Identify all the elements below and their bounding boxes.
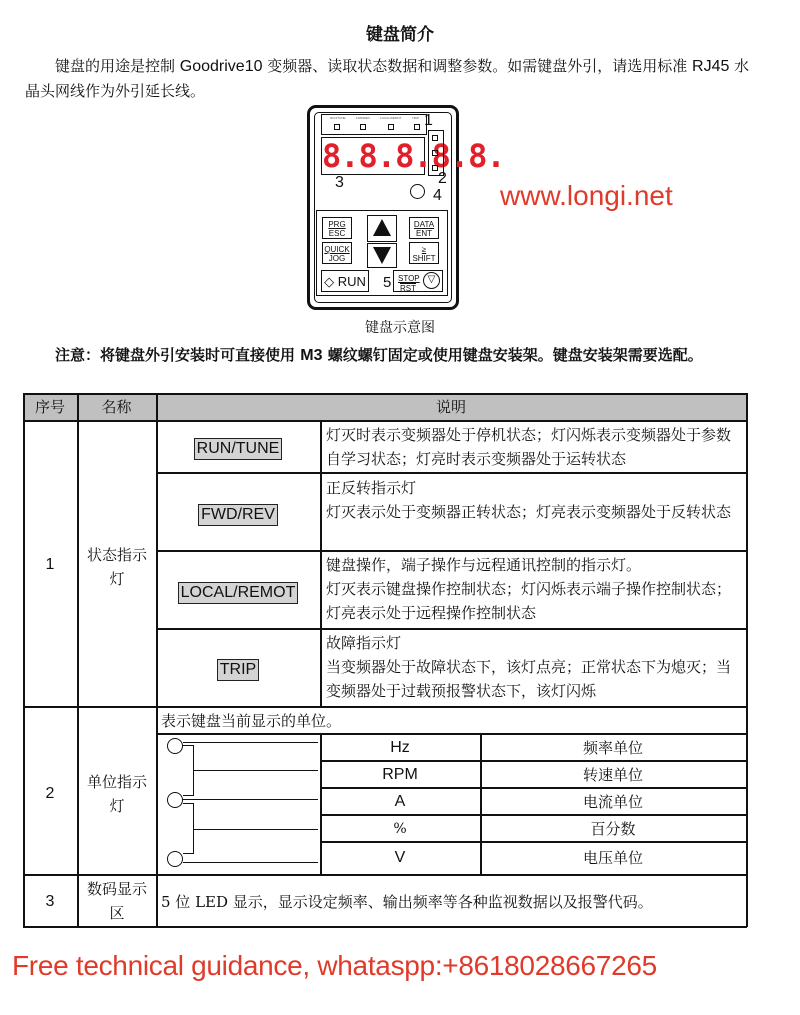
indicator-desc-title: 正反转指示灯 [326, 479, 417, 497]
header-desc: 说明 [435, 398, 466, 416]
prg-esc-key [322, 217, 352, 239]
row-no: 2 [45, 785, 55, 802]
led-display-desc: 5 位 LED 显示，显示设定频率、输出频率等各种监视数据以及报警代码。 [161, 893, 653, 911]
row-name: 单位指示灯 [86, 773, 147, 815]
callout-4: 4 [433, 187, 442, 204]
indicator-led [334, 124, 340, 130]
unit-desc: 转速单位 [582, 766, 643, 784]
key-label: RST [400, 284, 416, 293]
note-paragraph [25, 344, 750, 367]
indicator-tag: LOCAL/REMOT [178, 582, 299, 604]
key-label: JOG [328, 254, 346, 263]
row-name: 数码显示区 [86, 880, 147, 922]
key-label: ENT [416, 229, 432, 238]
key-label: PRG [328, 220, 346, 229]
key-label: STOP [398, 274, 420, 283]
row-name: 状态指示灯 [86, 546, 147, 588]
indicator-led [414, 124, 420, 130]
led-display: 8.8.8.8.8. [322, 137, 505, 175]
page-title: 键盘简介 [366, 25, 434, 45]
key-label: RUN [337, 274, 366, 289]
data-ent-key [409, 217, 439, 239]
intro-text-1: 键盘的用途是控制 [55, 57, 180, 75]
unit-led-circle [167, 851, 183, 867]
indicator-desc [326, 476, 744, 524]
intro-text-3: 水晶头网线作为外引延长线。 [25, 57, 750, 100]
indicator-label: TRIP [412, 116, 419, 120]
key-label: DATA [413, 220, 435, 229]
indicator-desc [326, 553, 744, 625]
callout-2: 2 [438, 170, 447, 187]
unit-led [432, 150, 438, 156]
indicator-desc-body: 灯灭表示键盘操作控制状态；灯闪烁表示端子操作控制状态；灯亮表示处于远程操作控制状态 [326, 580, 732, 622]
unit-desc: 频率单位 [582, 739, 643, 757]
indicator-tag: RUN/TUNE [194, 438, 283, 460]
indicator-desc [326, 631, 744, 703]
indicator-tag: TRIP [217, 659, 259, 681]
indicator-label: FWD/REV [356, 116, 370, 120]
key-label: SHIFT [412, 254, 436, 263]
indicator-desc-title: 键盘操作，端子操作与远程通讯控制的指示灯。 [326, 556, 642, 574]
unit-symbol: Hz [390, 739, 410, 756]
callout-5: 5 [383, 274, 392, 291]
indicator-desc: 灯灭时表示变频器处于停机状态；灯闪烁表示变频器处于参数自学习状态；灯亮时表示变频器处于运转状态 [326, 426, 732, 468]
key-label: ESC [328, 229, 346, 238]
header-no: 序号 [34, 398, 65, 416]
header-name: 名称 [101, 398, 132, 416]
unit-intro: 表示键盘当前显示的单位。 [161, 712, 342, 730]
unit-led-circle [167, 792, 183, 808]
key-label: QUICK [324, 245, 350, 254]
note-text-2: 螺纹螺钉固定或使用键盘安装架。键盘安装架需要选配。 [322, 346, 703, 364]
indicator-desc-body: 当变频器处于故障状态下，该灯点亮；正常状态下为熄灭；当变频器处于过载预报警状态下，该灯闪烁 [326, 658, 732, 700]
note-text-1: 注意：将键盘外引安装时可直接使用 [55, 346, 301, 364]
figure-caption: 键盘示意图 [365, 320, 435, 336]
unit-symbol: % [393, 821, 407, 837]
product-name: Goodrive10 [179, 58, 263, 75]
quick-jog-key [322, 242, 352, 264]
arrow-up-icon [373, 219, 391, 236]
run-key [321, 270, 369, 292]
indicator-tag: FWD/REV [198, 504, 278, 526]
unit-desc: 电压单位 [582, 849, 643, 867]
watermark-contact: Free technical guidance, whataspp:+8618028667265 [12, 950, 657, 981]
stop-icon: ▽ [423, 272, 440, 289]
unit-desc: 电流单位 [582, 793, 643, 811]
unit-symbol: V [394, 849, 406, 866]
unit-desc: 百分数 [590, 820, 636, 838]
up-key [367, 215, 397, 242]
shift-key [409, 242, 439, 264]
table-row [156, 502, 320, 526]
indicator-led [388, 124, 394, 130]
stop-rst-key [393, 270, 443, 292]
table-row [156, 580, 320, 604]
keypad-buttons-area [316, 210, 448, 296]
intro-paragraph [25, 54, 750, 103]
row-no: 3 [45, 893, 55, 910]
indicator-led [360, 124, 366, 130]
screw-spec: M3 [300, 347, 323, 364]
indicator-label: RUN/TUNE [330, 116, 346, 120]
shift-icon: ≥ [421, 245, 427, 254]
connector-name: RJ45 [692, 58, 730, 75]
indicator-desc-body: 灯灭表示处于变频器正转状态；灯亮表示变频器处于反转状态 [326, 503, 732, 521]
callout-1: 1 [424, 112, 433, 129]
intro-text-2: 变频器、读取状态数据和调整参数。如需键盘外引，请选用标准 [262, 57, 693, 75]
callout-3: 3 [335, 174, 344, 191]
arrow-down-icon [373, 247, 391, 264]
status-indicator-bar [321, 114, 427, 135]
potentiometer-knob [410, 184, 425, 199]
indicator-label: LOCAL/REMOT [380, 116, 402, 120]
unit-led [432, 135, 438, 141]
row-no: 1 [45, 556, 55, 573]
table-row [156, 436, 320, 460]
unit-symbol: A [394, 793, 406, 810]
indicator-desc-title: 故障指示灯 [326, 634, 402, 652]
unit-symbol: RPM [382, 766, 418, 783]
unit-led-circle [167, 738, 183, 754]
run-icon: ◇ [324, 274, 335, 289]
table-row [156, 657, 320, 681]
watermark-site: www.longi.net [500, 180, 673, 211]
down-key [367, 243, 397, 268]
